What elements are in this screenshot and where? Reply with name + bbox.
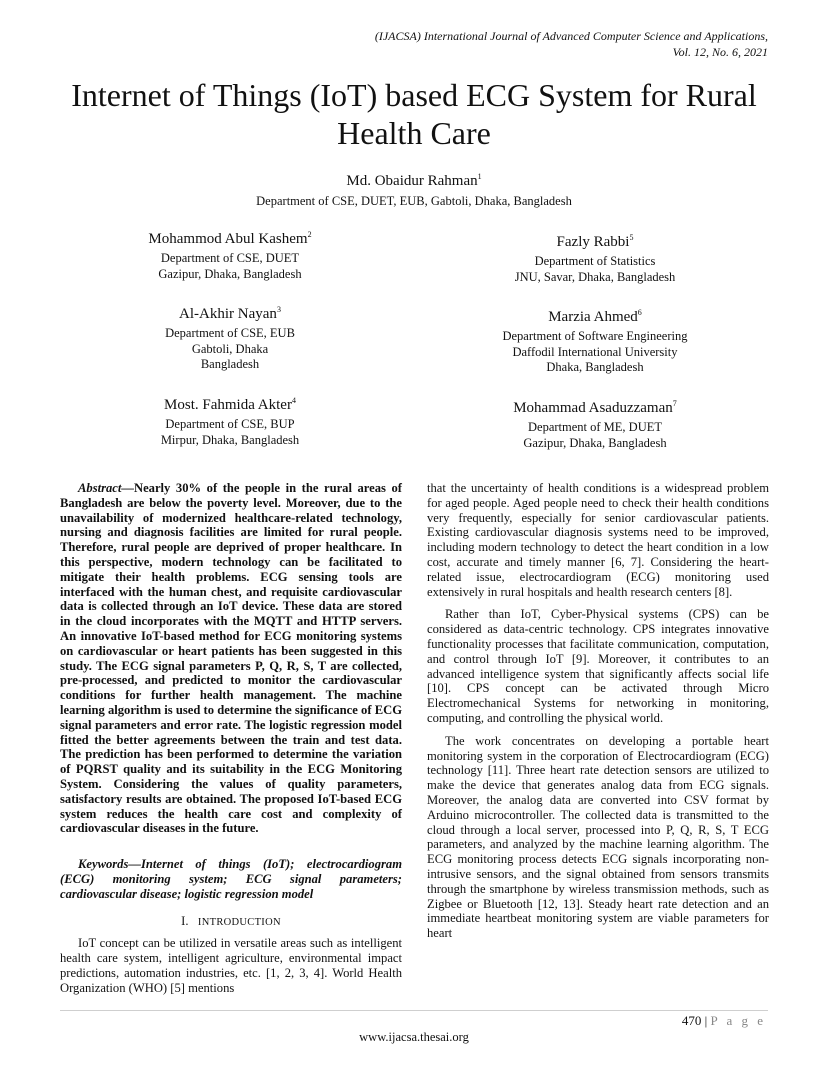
keywords-label: Keywords— <box>78 857 141 872</box>
footer-divider <box>60 1010 768 1011</box>
author-name: Md. Obaidur Rahman <box>346 173 478 189</box>
section-heading <box>60 914 402 931</box>
author-2 <box>110 230 350 282</box>
author-affiliation: Department of CSE, EUB <box>165 326 295 340</box>
author-affiliation: Dhaka, Bangladesh <box>546 360 644 374</box>
body-paragraph: Rather than IoT, Cyber-Physical systems (CPS) can be considered as data-centric technology. CPS integrates innovative functionality processes that facilitate communication, computation, and control through IoT [9]. Moreover, it contributes to an advanced intelligence system that significantly affects social life [10]. CPS concept can be activated through Micro Electromechanical Systems for networking in monitoring, computing, and controlling the physical world. <box>427 607 769 725</box>
author-affiliation: JNU, Savar, Dhaka, Bangladesh <box>514 269 676 284</box>
journal-volume: Vol. 12, No. 6, 2021 <box>672 45 768 59</box>
author-name: Marzia Ahmed <box>548 309 638 325</box>
author-affiliation: Gabtoli, Dhaka <box>191 341 269 356</box>
author-name: Mohammod Abul Kashem <box>148 231 308 247</box>
abstract-text: Nearly 30% of the people in the rural areas of Bangladesh are below the poverty level. Moreover, due to the unavailability of modernized healthcare-related technology, nursing and diagnosis facilities are limited for rural people. Therefore, rural people are deprived of proper healthcare. In this perspective, modern technology can be facilitated to mitigate their health problems. ECG sensing tools are interfaced with the human chest, and requisite cardiovascular data is collected through an IoT device. These data are stored in the cloud incorporates with the MQTT and HTTP servers. An innovative IoT-based method for ECG monitoring systems on cardiovascular or heart patients has been suggested in this study. The ECG signal parameters P, Q, R, S, T are collected, pre-processed, and predicted to monitor the cardiovascular conditions for further health management. The machine learning algorithm is used to determine the significance of ECG signal parameters and error rate. The logistic regression model fitted the better agreements between the train and test data. The prediction has been performed to determine the variation of PQRST quality and its suitability in the ECG Monitoring System. Considering the values of quality parameters, satisfactory results are obtained. The proposed IoT-based ECG system reduces the health care cost and complexity of cardiovascular diseases in the future. <box>60 481 402 836</box>
abstract <box>60 481 402 836</box>
author-4 <box>110 396 350 448</box>
author-superscript: 7 <box>672 399 677 408</box>
left-column <box>60 481 402 1004</box>
author-affiliation: Gazipur, Dhaka, Bangladesh <box>158 266 302 281</box>
author-superscript: 1 <box>477 172 482 181</box>
keywords <box>60 857 402 901</box>
author-1 <box>0 172 828 210</box>
page-word: P a g e <box>710 1013 766 1028</box>
author-affiliation: Department of Statistics <box>534 254 656 268</box>
author-name: Fazly Rabbi <box>556 234 630 250</box>
body-paragraph: that the uncertainty of health conditions is a widespread problem for aged people. Aged people need to check their health conditions very frequently, especially for senior cardiovascular patients. Existing cardiovascular diagnosis systems need to be improved, including modern technology to detect the heart condition in a low cost, accurate and timely manner [6, 7]. Considering the heart-related issue, electrocardiogram (ECG) monitoring used extensively in rural hospitals and health research centers [8]. <box>427 481 769 599</box>
author-affiliation: Department of ME, DUET <box>528 420 662 434</box>
author-superscript: 5 <box>629 233 634 242</box>
author-affiliation: Gazipur, Dhaka, Bangladesh <box>523 435 667 450</box>
paper-title <box>40 76 788 152</box>
author-5 <box>470 233 720 285</box>
title-line-1: Internet of Things (IoT) based ECG System for Rural <box>71 77 757 113</box>
author-6 <box>470 308 720 376</box>
author-affiliation: Department of CSE, DUET, EUB, Gabtoli, Dhaka, Bangladesh <box>256 194 572 208</box>
author-superscript: 2 <box>307 230 312 239</box>
title-line-2: Health Care <box>337 115 491 151</box>
page-number-value: 470 <box>681 1013 702 1028</box>
author-affiliation: Department of Software Engineering <box>502 329 688 343</box>
page-number <box>682 1013 766 1029</box>
running-header <box>248 28 768 60</box>
section-number: I. <box>181 913 189 928</box>
author-superscript: 6 <box>637 308 642 317</box>
keywords-text: Internet of things (IoT); electrocardiogram (ECG) monitoring system; ECG signal parameters; cardiovascular disease; logistic regression model <box>60 857 402 901</box>
author-affiliation: Department of CSE, DUET <box>160 251 300 265</box>
body-paragraph: The work concentrates on developing a portable heart monitoring system in the corporation of Electrocardiogram (ECG) technology [11]. Three heart rate detection sensors are utilized to make the device that generates analog data from ECG signals. Moreover, the analog data are converted into CSV format by Arduino microcontroller. The collected data is transmitted to the cloud through a local server, processed into P, Q, R, S, T ECG parameters, and analyzed by the machine learning algorithm. The ECG monitoring process detects ECG signals incorporating non-intrusive sensors, and the signal obtained from sensors transmits through the smartphone by wireless transmission methods, such as Zigbee or Bluetooth [12, 13]. Steady heart rate detection and an immediate heartbeat monitoring system are viable parameters for heart <box>427 733 769 941</box>
author-name: Al-Akhir Nayan <box>179 306 277 322</box>
author-name: Mohammad Asaduzzaman <box>513 400 673 416</box>
author-7 <box>470 399 720 451</box>
author-affiliation: Bangladesh <box>200 357 260 371</box>
author-affiliation: Department of CSE, BUP <box>165 417 295 431</box>
journal-name: (IJACSA) International Journal of Advanced Computer Science and Applications, <box>374 29 768 43</box>
author-name: Most. Fahmida Akter <box>164 397 292 413</box>
author-superscript: 3 <box>276 305 281 314</box>
right-column <box>427 481 769 949</box>
page-separator: | <box>704 1013 708 1028</box>
author-affiliation: Daffodil International University <box>512 344 678 359</box>
intro-paragraph: IoT concept can be utilized in versatile areas such as intelligent health care system, intelligent agriculture, environmental impact predictions, automation industries, etc. [1, 2, 3, 4]. World Health Organization (WHO) [5] mentions <box>60 936 402 995</box>
author-affiliation: Mirpur, Dhaka, Bangladesh <box>160 432 300 447</box>
abstract-label: Abstract— <box>78 481 134 495</box>
author-superscript: 4 <box>291 396 296 405</box>
footer-website: www.ijacsa.thesai.org <box>359 1030 469 1044</box>
section-title: INTRODUCTION <box>197 916 281 928</box>
author-3 <box>110 305 350 373</box>
